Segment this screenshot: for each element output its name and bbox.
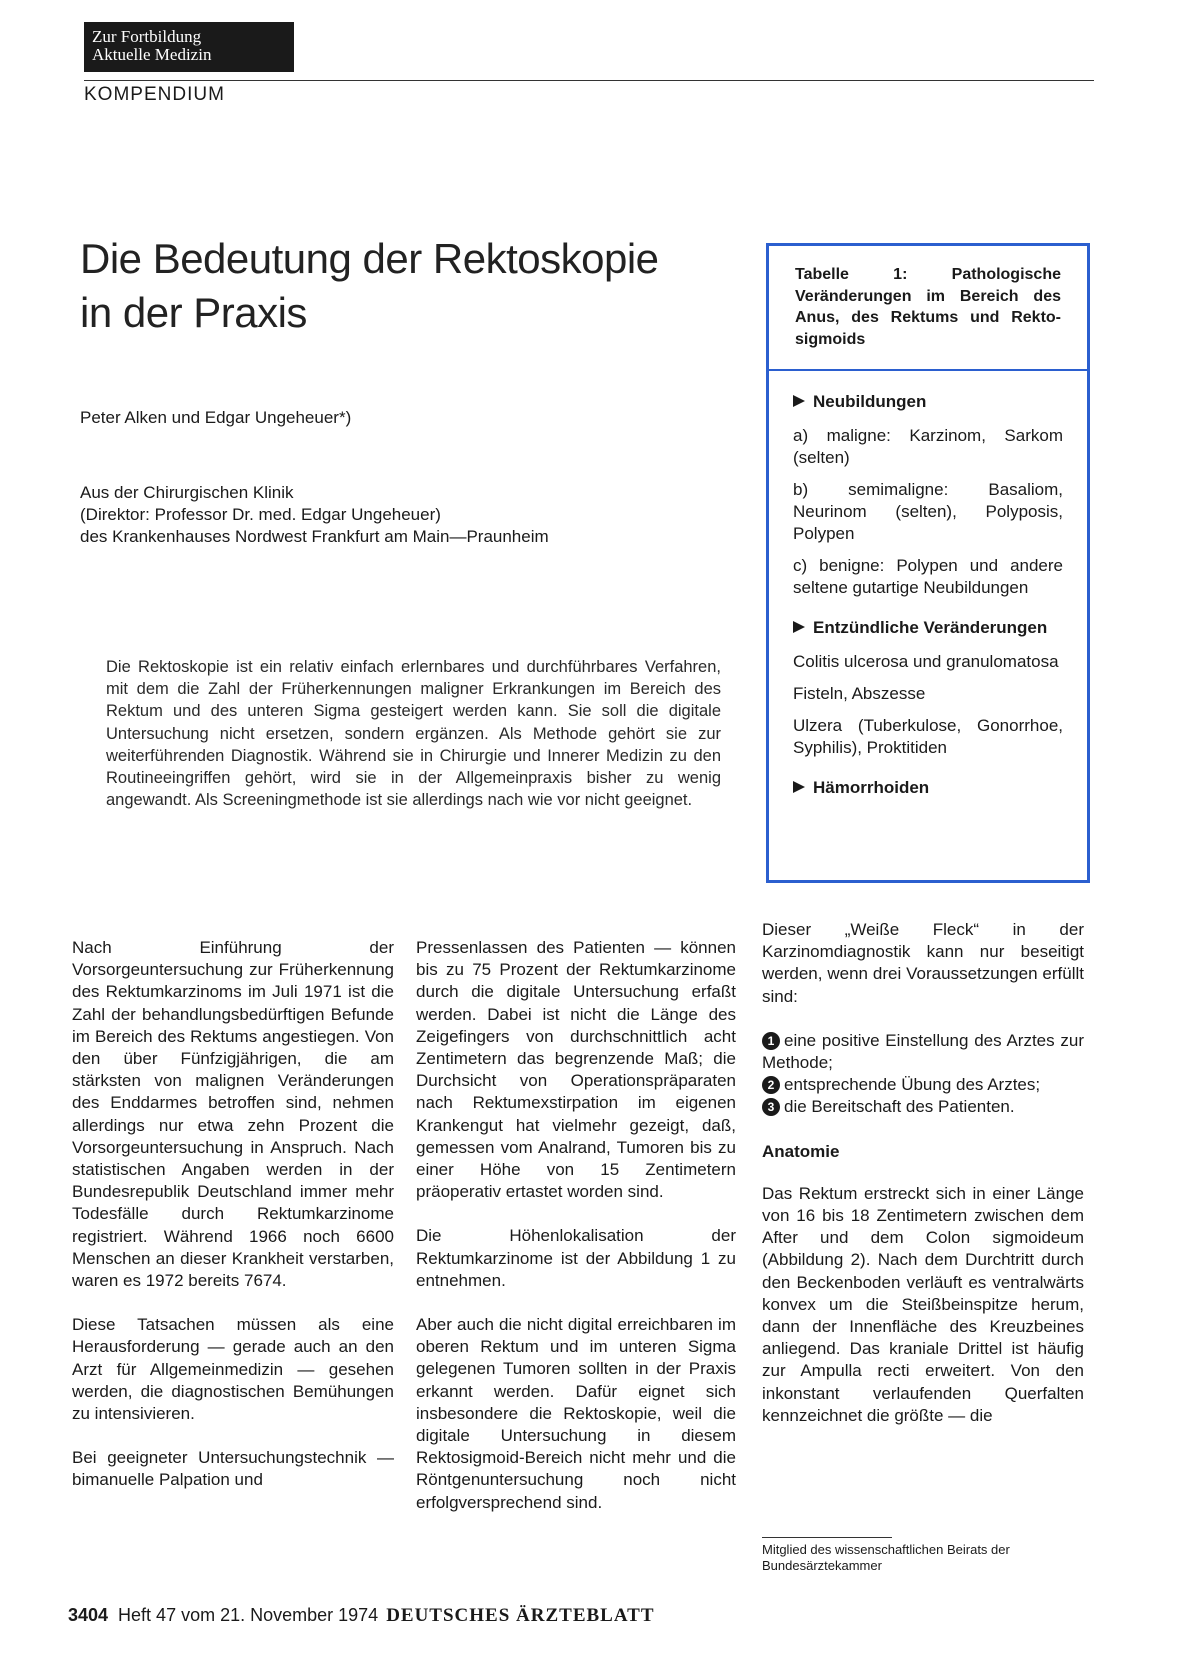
paragraph: Bei geeigneter Untersuchungstechnik — bimanuelle Palpation und: [72, 1448, 394, 1490]
title-line-2: in der Praxis: [80, 289, 307, 336]
list-item: [762, 1096, 1084, 1118]
footnote: Mitglied des wissenschaftlichen Beirats der Bundesärztekammer: [762, 1542, 1010, 1573]
issue-info: Heft 47 vom 21. November 1974: [118, 1605, 379, 1625]
number-circle-icon: 3: [762, 1098, 780, 1116]
triangle-bullet-icon: [793, 395, 805, 407]
section-badge: [84, 22, 294, 72]
body-column-1: [72, 937, 394, 1514]
table-section-heading: Entzündliche Veränderungen: [813, 618, 1048, 637]
paragraph: Diese Tatsachen müssen als eine Herausforderung — gerade auch an den Arzt für Allgemeinmedizin — gesehen werden, die diagnostischen Bemühungen zu intensivieren.: [72, 1315, 394, 1424]
badge-line-1: Zur Fortbildung: [92, 27, 202, 46]
table-1: [766, 243, 1090, 883]
table-item: Fisteln, Abszesse: [793, 684, 926, 703]
affiliation-line: Aus der Chirurgischen Klinik: [80, 483, 294, 502]
table-section: [793, 391, 1063, 599]
footnote-rule: [762, 1537, 892, 1538]
page-number: 3404: [68, 1605, 109, 1625]
article-authors: Peter Alken und Edgar Ungeheuer*): [80, 408, 352, 427]
table-caption: Tabelle 1: Pathologische Veränderungen im Bereich des Anus, des Rektums und Rekto-sigmoids: [769, 246, 1087, 371]
header-rule: [84, 80, 1094, 81]
triangle-bullet-icon: [793, 781, 805, 793]
paragraph: Pressenlassen des Patienten — können bis zu 75 Prozent der Rektumkarzinome durch die digitale Untersuchung erfaßt werden. Dabei ist nicht die Länge des Zeigefingers von durchschnittlich acht Zentimetern das begrenzende Maß; die Durchsicht von Operationspräparaten nach Rektumexstirpation im eigenen Krankengut hat vielmehr gezeigt, daß, gemessen vom Analrand, Tumoren bis zu einer Höhe von 15 Zentimetern präoperativ ertastet worden sind.: [416, 938, 736, 1202]
number-circle-icon: 1: [762, 1032, 780, 1050]
section-label: KOMPENDIUM: [84, 84, 225, 105]
section-heading: Anatomie: [762, 1141, 840, 1161]
number-circle-icon: 2: [762, 1076, 780, 1094]
table-item: a) maligne: Karzinom, Sarkom (selten): [793, 426, 1063, 467]
table-section: [793, 777, 1063, 799]
title-line-1: Die Bedeutung der Rektoskopie: [80, 235, 659, 282]
list-item-text: eine positive Einstellung des Arztes zur Methode;: [762, 1030, 1084, 1073]
paragraph: Die Höhenlokalisation der Rektumkarzinome ist der Abbildung 1 zu entnehmen.: [416, 1226, 736, 1290]
requirements-list: [762, 1030, 1084, 1119]
table-section-heading: Neubildungen: [813, 392, 927, 411]
paragraph: Aber auch die nicht digital erreichbaren im oberen Rektum und im unteren Sigma gelegenen Tumoren sollten in der Praxis erkannt werden. Dafür eignet sich insbesondere die Rektoskopie, weil die digitale Untersuchung in diesem Rektosigmoid-Bereich nicht mehr und die Röntgenuntersuchung noch nicht erfolgversprechend sind.: [416, 1315, 736, 1512]
badge-line-2: Aktuelle Medizin: [92, 45, 212, 64]
affiliation-line: des Krankenhauses Nordwest Frankfurt am Main—Praunheim: [80, 527, 549, 546]
affiliation: [80, 482, 549, 548]
table-section-heading: Hämorrhoiden: [813, 778, 930, 797]
body-column-2: [416, 937, 736, 1536]
paragraph: Nach Einführung der Vorsorgeuntersuchung zur Früherkennung des Rektumkarzinoms im Juli 1971 ist die Zahl der behandlungsbedürftigen Befunde im Bereich des Rektums angestiegen. Von den über Fünfzigjährigen, die am stärksten von malignen Veränderungen des Enddarmes betroffen sind, nehmen allerdings nur etwa zehn Prozent die Vorsorgeuntersuchung in Anspruch. Nach statistischen Angaben werden in der Bundesrepublik Deutschland immer mehr Todesfälle durch Rektumkarzinome registriert. Während 1966 noch 6600 Menschen an dieser Krankheit verstarben, waren es 1972 bereits 7674.: [72, 938, 394, 1291]
affiliation-line: (Direktor: Professor Dr. med. Edgar Ungeheuer): [80, 505, 441, 524]
table-item: c) benigne: Polypen und andere seltene gutartige Neubildungen: [793, 556, 1063, 597]
paragraph: Das Rektum erstreckt sich in einer Länge von 16 bis 18 Zentimetern zwischen dem After und dem Colon sigmoideum (Abbildung 2). Nach dem Durchtritt durch den Beckenboden verläuft es ventralwärts konvex um die Steißbeinspitze herum, dann der Innenfläche des Kreuzbeines anliegend. Das kraniale Drittel ist häufig zur Ampulla recti erweitert. Von den inkonstant verlaufenden Querfalten kennzeichnet die größte — die: [762, 1183, 1084, 1425]
journal-name: DEUTSCHES ÄRZTEBLATT: [386, 1605, 655, 1626]
list-item: [762, 1074, 1084, 1096]
table-item: Colitis ulcerosa und granulomatosa: [793, 652, 1059, 671]
page-footer: [68, 1605, 655, 1627]
table-section: [793, 617, 1063, 759]
table-item: b) semimaligne: Basaliom, Neurinom (selten), Polyposis, Polypen: [793, 480, 1063, 543]
body-column-3: [762, 919, 1084, 1449]
list-item-text: entsprechende Übung des Arztes;: [784, 1075, 1041, 1095]
triangle-bullet-icon: [793, 621, 805, 633]
table-body: [769, 371, 1087, 799]
abstract: Die Rektoskopie ist ein relativ einfach erlernbares und durchführbares Verfahren, mit dem die Zahl der Früherkennungen maligner Erkrankungen im Bereich des Rektum und des unteren Sigma gesteigert werden kann. Sie soll die digitale Untersuchung nicht ersetzen, sondern ergänzen. Als Methode gehört sie zur weiterführenden Diagnostik. Während sie in Chirurgie und Innerer Medizin zu den Routineeingriffen gehört, wird sie in der Allgemeinpraxis bisher zu wenig angewandt. Als Screeningmethode ist sie allerdings nach wie vor nicht geeignet.: [106, 658, 721, 810]
list-item-text: die Bereitschaft des Patienten.: [784, 1097, 1015, 1117]
list-item: [762, 1030, 1084, 1074]
paragraph: Dieser „Weiße Fleck“ in der Karzinomdiagnostik kann nur beseitigt werden, wenn drei Voraussetzungen erfüllt sind:: [762, 920, 1084, 1006]
table-item: Ulzera (Tuberkulose, Gonorrhoe, Syphilis), Proktitiden: [793, 716, 1063, 757]
article-title: [80, 232, 760, 340]
